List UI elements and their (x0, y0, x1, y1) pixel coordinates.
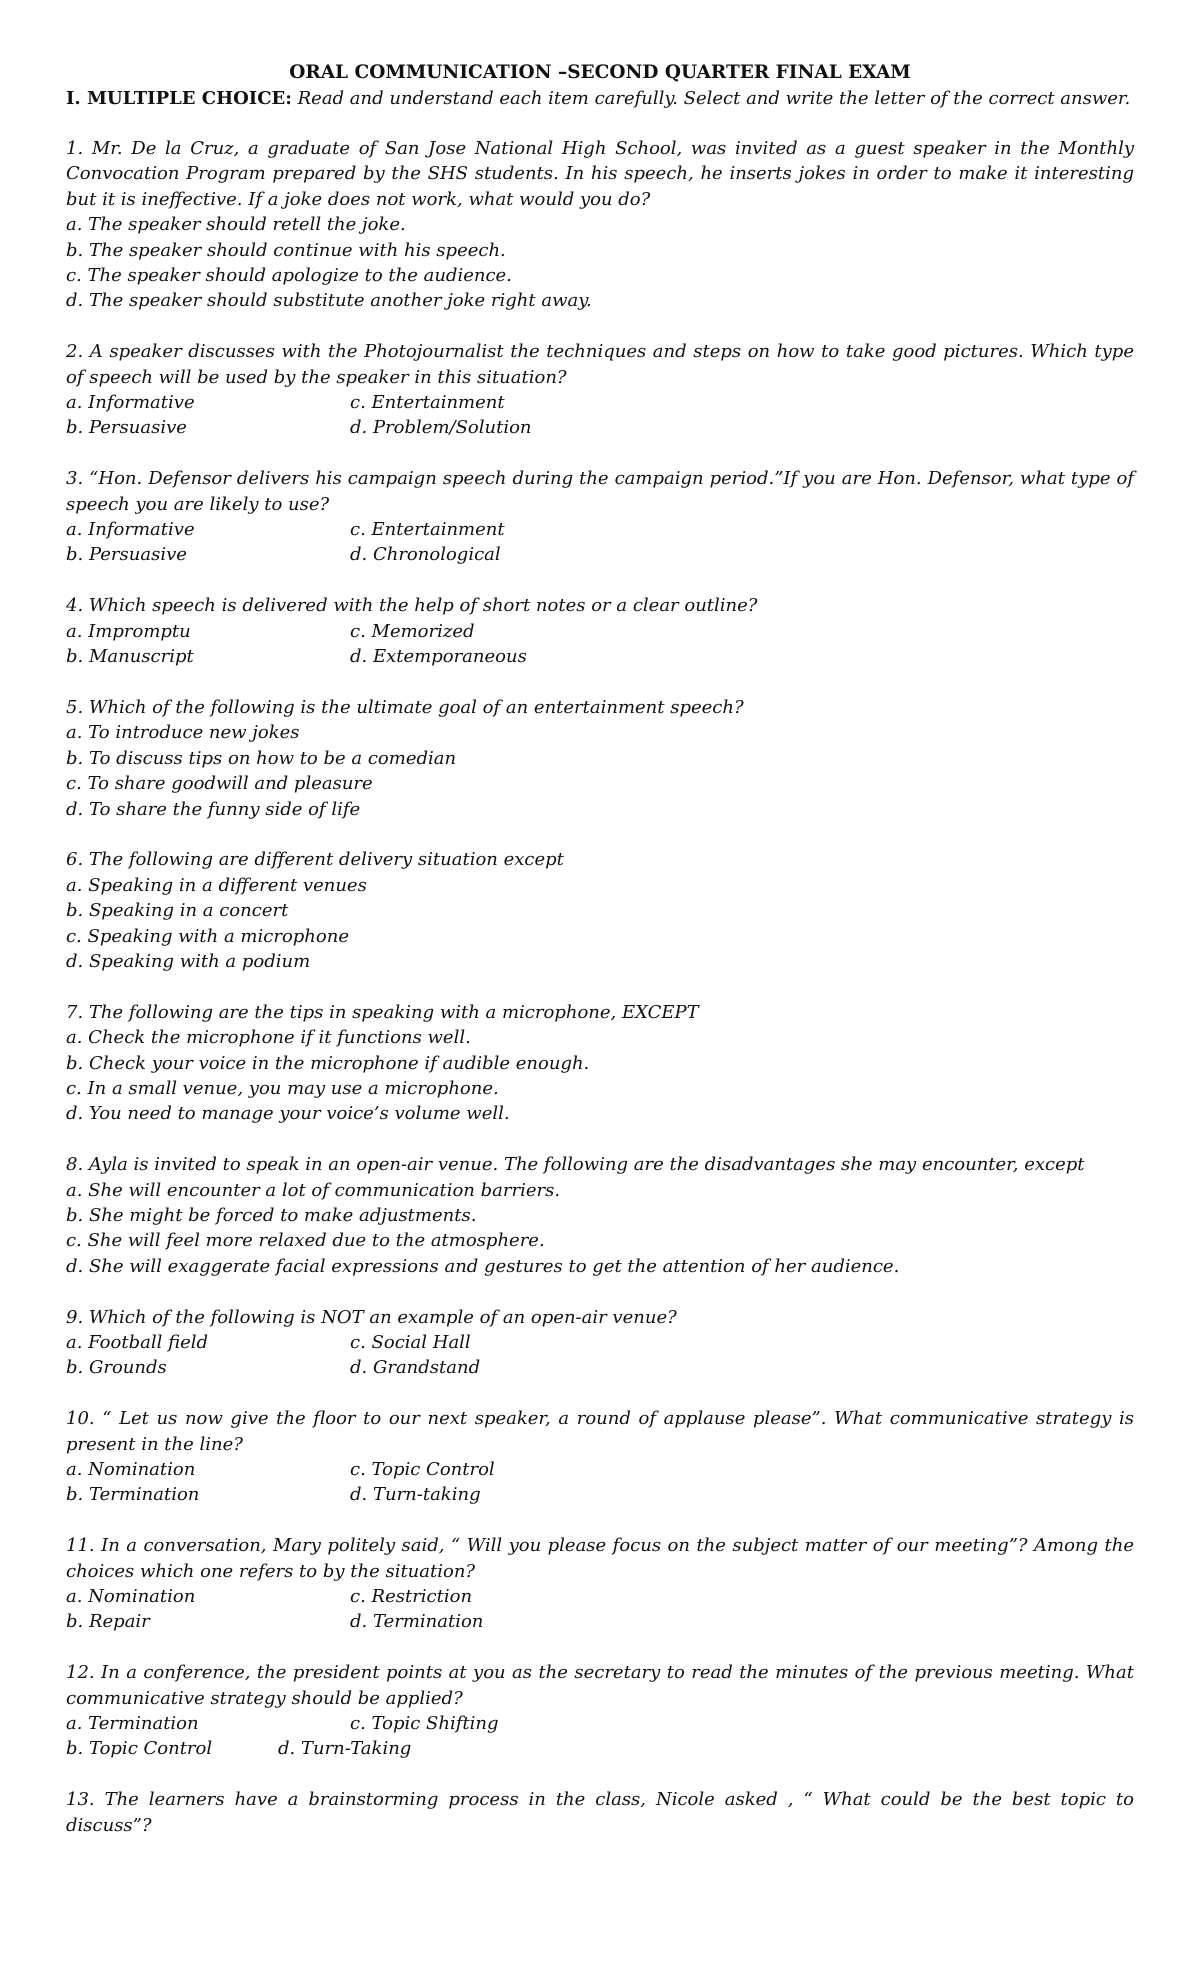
option-b: b. Grounds (66, 1357, 167, 1379)
option-b: b. She might be forced to make adjustments. (66, 1204, 477, 1226)
option-d: d. Extemporaneous (350, 646, 527, 668)
option-d: d. She will exaggerate facial expressions and gestures to get the attention of her audience. (66, 1255, 900, 1277)
question-6 (66, 847, 1134, 974)
option-c: c. The speaker should apologize to the audience. (66, 265, 512, 287)
option-b: b. Topic Control (66, 1738, 213, 1760)
section-label: I. MULTIPLE CHOICE: (66, 88, 292, 109)
options-row (66, 542, 1134, 567)
option-d: d. The speaker should substitute another joke right away. (66, 290, 592, 312)
option-b: b. Persuasive (66, 544, 187, 566)
question-13 (66, 1787, 1134, 1838)
question-3 (66, 466, 1134, 568)
question-12 (66, 1660, 1134, 1762)
question-8 (66, 1152, 1134, 1279)
option-c: c. Topic Control (350, 1458, 495, 1480)
option-c: c. She will feel more relaxed due to the atmosphere. (66, 1230, 545, 1252)
option-d: d. Problem/Solution (350, 417, 532, 439)
option-a: a. Check the microphone if it functions well. (66, 1027, 471, 1049)
options-row (66, 1609, 1134, 1634)
question-stem: 9. Which of the following is NOT an example of an open-air venue? (66, 1306, 677, 1328)
option-d: d. Turn-taking (350, 1484, 481, 1506)
option-a: a. Speaking in a different venues (66, 874, 367, 896)
option-b: b. Persuasive (66, 417, 187, 439)
option-a: a. Impromptu (66, 620, 191, 642)
question-11 (66, 1533, 1134, 1635)
option-c: c. Memorized (350, 620, 475, 642)
option-c: c. Entertainment (350, 392, 505, 414)
question-stem: 7. The following are the tips in speaking with a microphone, EXCEPT (66, 1001, 699, 1023)
options-row (66, 1482, 1134, 1507)
option-c: c. Speaking with a microphone (66, 925, 349, 947)
option-d: d. To share the funny side of life (66, 798, 361, 820)
option-a: a. She will encounter a lot of communication barriers. (66, 1179, 561, 1201)
question-stem: 13. The learners have a brainstorming process in the class, Nicole asked , “ What could be the best topic to discuss”? (66, 1789, 1134, 1836)
option-a: a. The speaker should retell the joke. (66, 214, 406, 236)
option-d: d. Termination (350, 1611, 484, 1633)
question-stem: 6. The following are different delivery situation except (66, 849, 564, 871)
option-d: d. Chronological (350, 544, 501, 566)
options-row (66, 1711, 1134, 1736)
question-1 (66, 136, 1134, 314)
question-stem: 11. In a conversation, Mary politely said, “ Will you please focus on the subject matter of our meeting”? Among the choices which one refers to by the situation? (66, 1535, 1134, 1582)
options-row (66, 1355, 1134, 1380)
option-c: c. Social Hall (350, 1331, 471, 1353)
option-d: d. Turn-Taking (278, 1738, 412, 1760)
option-b: b. Repair (66, 1611, 150, 1633)
option-a: a. Termination (66, 1713, 199, 1735)
question-stem: 1. Mr. De la Cruz, a graduate of San Jose National High School, was invited as a guest speaker in the Monthly Convocation Program prepared by the SHS students. In his speech, he inserts jokes in order to make it interesting but it is ineffective. If a joke does not work, what would you do? (66, 138, 1134, 210)
question-stem: 2. A speaker discusses with the Photojournalist the techniques and steps on how to take good pictures. Which type of speech will be used by the speaker in this situation? (66, 341, 1134, 388)
question-9 (66, 1305, 1134, 1381)
question-stem: 12. In a conference, the president points at you as the secretary to read the minutes of the previous meeting. What communicative strategy should be applied? (66, 1662, 1134, 1709)
option-b: b. Check your voice in the microphone if audible enough. (66, 1052, 590, 1074)
instructions (66, 86, 1134, 112)
option-d: d. Speaking with a podium (66, 950, 311, 972)
question-stem: 3. “Hon. Defensor delivers his campaign speech during the campaign period.”If you are Hon. Defensor, what type of speech you are likely to use? (66, 468, 1134, 515)
option-c: c. In a small venue, you may use a microphone. (66, 1077, 499, 1099)
options-row (66, 390, 1134, 415)
question-10 (66, 1406, 1134, 1508)
exam-title: ORAL COMMUNICATION –SECOND QUARTER FINAL EXAM (289, 62, 911, 83)
option-d: d. You need to manage your voice’s volume well. (66, 1103, 510, 1125)
option-a: a. Informative (66, 392, 195, 414)
option-c: c. Entertainment (350, 519, 505, 541)
option-a: a. Nomination (66, 1458, 196, 1480)
option-b: b. Speaking in a concert (66, 900, 289, 922)
option-a: a. Nomination (66, 1586, 196, 1607)
option-d: d. Grandstand (350, 1357, 481, 1379)
options-row (66, 644, 1134, 669)
option-b: b. To discuss tips on how to be a comedian (66, 747, 457, 769)
options-row (66, 619, 1134, 644)
option-a: a. Football field (66, 1331, 209, 1353)
option-c: c. To share goodwill and pleasure (66, 773, 373, 795)
question-2 (66, 339, 1134, 441)
options-row (66, 517, 1134, 542)
option-b: b. Manuscript (66, 646, 194, 668)
question-stem: 4. Which speech is delivered with the help of short notes or a clear outline? (66, 595, 758, 617)
question-5 (66, 695, 1134, 822)
question-stem: 5. Which of the following is the ultimate goal of an entertainment speech? (66, 696, 744, 718)
option-b: b. Termination (66, 1484, 200, 1506)
options-row (66, 1330, 1134, 1355)
options-row (66, 1457, 1134, 1482)
question-4 (66, 593, 1134, 669)
option-c: c. Restriction (350, 1586, 473, 1607)
options-row (66, 415, 1134, 440)
instructions-text: Read and understand each item carefully. Select and write the letter of the correct answer. (291, 88, 1131, 109)
option-a: a. Informative (66, 519, 195, 541)
option-a: a. To introduce new jokes (66, 722, 300, 744)
question-stem: 10. “ Let us now give the floor to our next speaker, a round of applause please”. What communicative strategy is present in the line? (66, 1408, 1134, 1455)
question-stem: 8. Ayla is invited to speak in an open-air venue. The following are the disadvantages she may encounter, except (66, 1154, 1085, 1176)
exam-page (66, 60, 1134, 1838)
options-row (66, 1584, 1134, 1609)
option-b: b. The speaker should continue with his speech. (66, 239, 506, 261)
question-7 (66, 1000, 1134, 1127)
option-c: c. Topic Shifting (350, 1713, 499, 1735)
options-row (66, 1736, 1134, 1761)
